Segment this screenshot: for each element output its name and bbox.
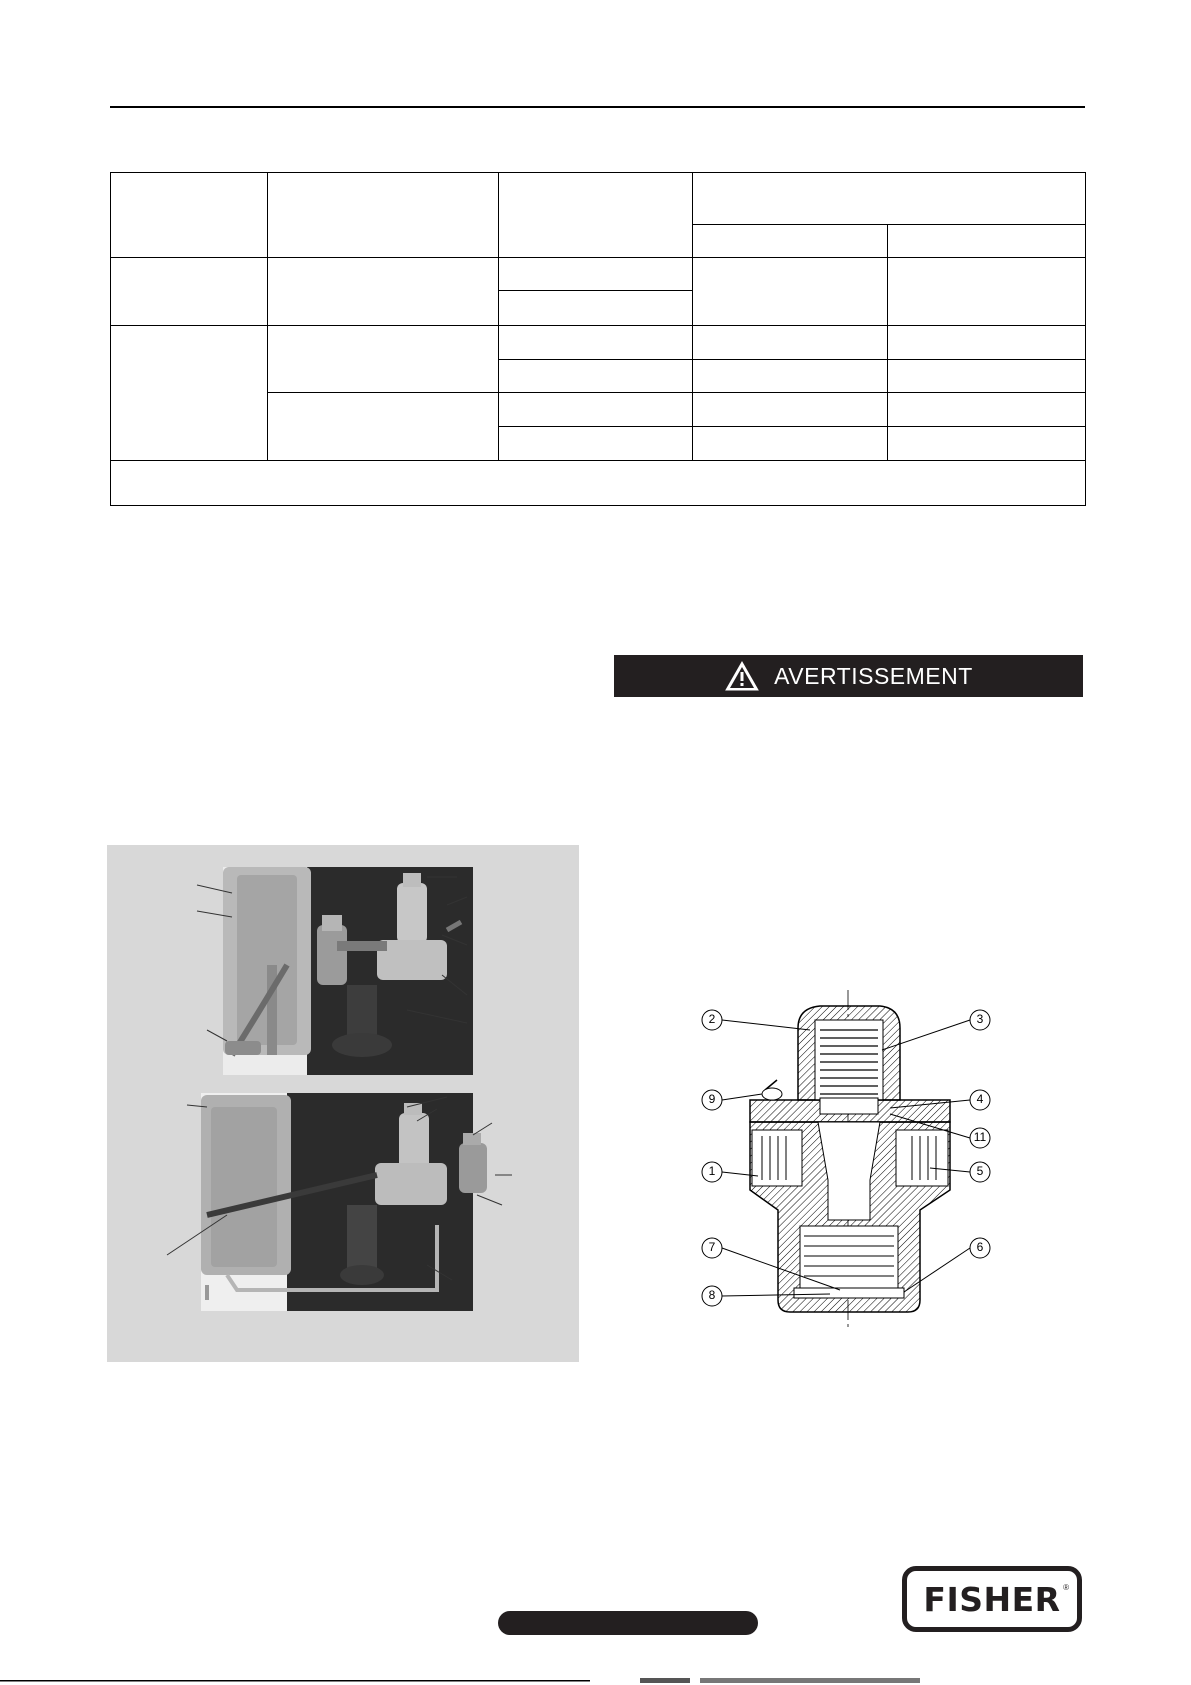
table-header-cell: [268, 173, 499, 258]
table-cell: [693, 326, 888, 360]
callout-8: 8: [708, 1288, 716, 1302]
upper-photo: [223, 867, 473, 1075]
table-header-cell: [499, 173, 693, 258]
table-subheader-cell: [888, 225, 1086, 258]
table-cell: [499, 393, 693, 427]
table-cell: [499, 360, 693, 393]
lower-photo: [201, 1093, 487, 1311]
table-cell: [111, 326, 268, 461]
table-cell: [888, 360, 1086, 393]
warning-banner: [614, 655, 1083, 697]
registered-mark: ®: [1063, 1583, 1069, 1592]
regulator-mounting-photo: [107, 845, 579, 1362]
table-cell: [693, 427, 888, 461]
table-cell: [693, 393, 888, 427]
table-cell: [499, 326, 693, 360]
table-footnote-cell: [111, 461, 1086, 506]
table-cell: [888, 326, 1086, 360]
specification-table: [110, 172, 1085, 505]
callout-7: 7: [708, 1240, 716, 1254]
table-subheader-cell: [693, 225, 888, 258]
callout-9: 9: [708, 1092, 716, 1106]
table-cell: [268, 258, 499, 326]
table-cell: [268, 326, 499, 393]
callout-3: 3: [976, 1012, 984, 1026]
callout-5: 5: [976, 1164, 984, 1178]
table-cell: [499, 291, 693, 326]
callout-1: 1: [708, 1164, 716, 1178]
callout-11: 11: [973, 1130, 987, 1144]
table-cell: [693, 258, 888, 326]
callout-2: 2: [708, 1012, 716, 1026]
table-cell: [888, 427, 1086, 461]
header-rule: [110, 106, 1085, 108]
table-cell: [111, 258, 268, 326]
warning-triangle-icon: [724, 660, 760, 692]
callout-6: 6: [976, 1240, 984, 1254]
logo-wordmark: FISHER: [923, 1579, 1061, 1619]
fisher-logo: [902, 1566, 1082, 1632]
warning-label: AVERTISSEMENT: [774, 662, 973, 689]
table-cell: [268, 393, 499, 461]
installation-photo-panel: [107, 845, 579, 1362]
table-header-cell: [693, 173, 1086, 225]
table-cell: [888, 393, 1086, 427]
table-cell: [499, 258, 693, 291]
table-header-cell: [111, 173, 268, 258]
cropped-footer-text: [0, 1676, 1191, 1685]
table-cell: [888, 258, 1086, 326]
regulator-section-drawing: [690, 990, 1030, 1340]
table-cell: [499, 427, 693, 461]
page-label-bar: [498, 1611, 758, 1635]
callout-4: 4: [976, 1092, 984, 1106]
table-cell: [693, 360, 888, 393]
